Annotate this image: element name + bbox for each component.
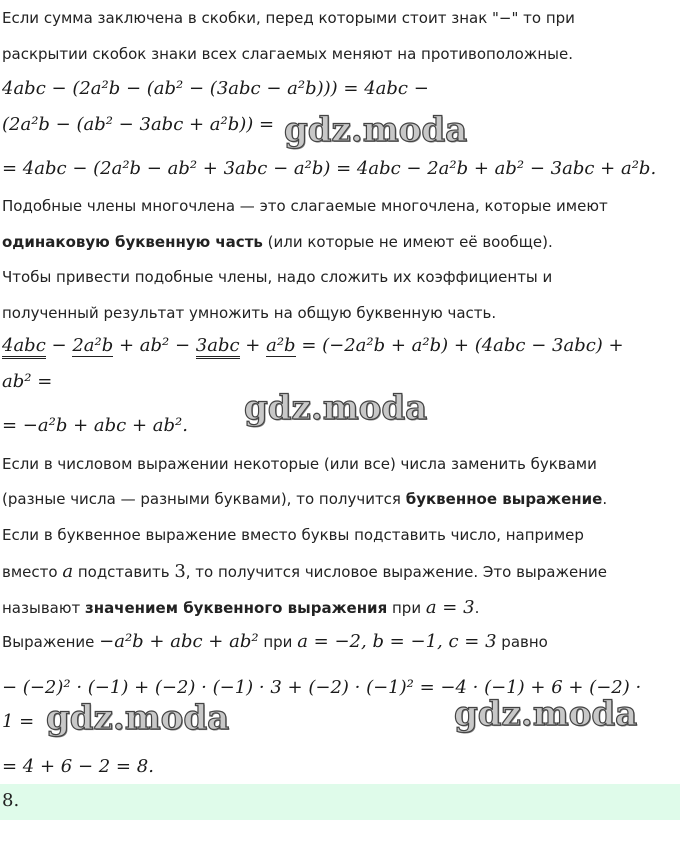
term-2a2b-underlined: 2a²b (72, 335, 114, 356)
paragraph-value-line-1: Если в буквенное выражение вместо буквы подставить число, например (2, 526, 584, 544)
math-number: 3 (174, 561, 186, 582)
paragraph-text: Выражение (2, 633, 100, 651)
math-substitution-line-1: − (−2)² · (−1) + (−2) · (−1) · 3 + (−2) · (−1)² = −4 · (−1) + 6 + (−2) · (2, 677, 642, 698)
math-expansion-line-2: (2a²b − (ab² − 3abc + a²b)) = (2, 114, 275, 135)
watermark-logo: gdz.moda (454, 694, 638, 734)
term-3abc-underlined: 3abc (196, 335, 240, 359)
math-expansion-line-3: = 4abc − (2a²b − ab² + 3abc − a²b) = 4abc − 2a²b + ab² − 3abc + a²b. (2, 158, 657, 179)
math-combine-result: = −a²b + abc + ab². (2, 415, 188, 436)
math-inline: −a²b + abc + ab² (99, 631, 259, 652)
math-inline: a = −2, b = −1, c = 3 (297, 631, 497, 652)
paragraph-text: , то получится числовое выражение. Это выражение (185, 563, 607, 581)
math-inline: a = 3 (425, 597, 475, 618)
term-letter-expression: буквенное выражение (405, 490, 603, 508)
term-a2b-underlined: a²b (266, 335, 296, 356)
paragraph-parentheses-rule-line-2: раскрытии скобок знаки всех слагаемых меняют на противоположные. (2, 45, 573, 63)
paragraph-text: (разные числа — разными буквами), то получится (2, 490, 406, 508)
math-operator: − (45, 335, 73, 356)
paragraph-like-terms-line-2 (2, 232, 553, 252)
paragraph-text: называют (2, 599, 85, 617)
paragraph-text: . (474, 599, 480, 617)
watermark-logo: gdz.moda (244, 388, 428, 428)
answer-value: 8. (2, 790, 20, 811)
term-4abc-underlined: 4abc (2, 335, 46, 359)
answer-box (0, 784, 680, 820)
paragraph-parentheses-rule-line-1: Если сумма заключена в скобки, перед которыми стоит знак "−" то при (2, 9, 575, 27)
paragraph-text: . (602, 490, 608, 508)
paragraph-text: при (387, 599, 426, 617)
math-substitution-result: = 4 + 6 − 2 = 8. (2, 756, 154, 777)
math-operator: + (239, 335, 267, 356)
paragraph-value-line-2 (2, 560, 607, 584)
paragraph-text: равно (496, 633, 548, 651)
math-combine-line-2: ab² = (2, 371, 53, 392)
paragraph-combine-rule-line-1: Чтобы привести подобные члены, надо сложить их коэффициенты и (2, 268, 553, 286)
paragraph-text: подставить (73, 563, 175, 581)
paragraph-letter-expression-line-2 (2, 489, 607, 509)
math-grouping: = (−2a²b + a²b) + (4abc − 3abc) + (295, 335, 624, 356)
paragraph-like-terms-line-1: Подобные члены многочлена — это слагаемые многочлена, которые имеют (2, 197, 608, 215)
watermark-logo: gdz.moda (46, 698, 230, 738)
math-substitution-line-2: 1 = (2, 711, 35, 732)
paragraph-example-line (2, 630, 548, 654)
math-variable: a (62, 561, 74, 582)
term-same-letter-part: одинаковую буквенную часть (2, 233, 263, 251)
paragraph-letter-expression-line-1: Если в числовом выражении некоторые (или все) числа заменить буквами (2, 455, 597, 473)
paragraph-text: при (258, 633, 298, 651)
math-operator: + ab² − (113, 335, 196, 356)
watermark-logo: gdz.moda (284, 110, 468, 150)
paragraph-value-line-3 (2, 596, 479, 620)
term-value-of-expression: значением буквенного выражения (84, 599, 388, 617)
paragraph-combine-rule-line-2: полученный результат умножить на общую буквенную часть. (2, 304, 497, 322)
paragraph-text: вместо (2, 563, 63, 581)
math-combine-line-1 (2, 334, 624, 358)
math-expansion-line-1: 4abc − (2a²b − (ab² − (3abc − a²b))) = 4abc − (2, 78, 429, 99)
paragraph-like-terms-rest: (или которые не имеют её вообще). (262, 233, 553, 251)
